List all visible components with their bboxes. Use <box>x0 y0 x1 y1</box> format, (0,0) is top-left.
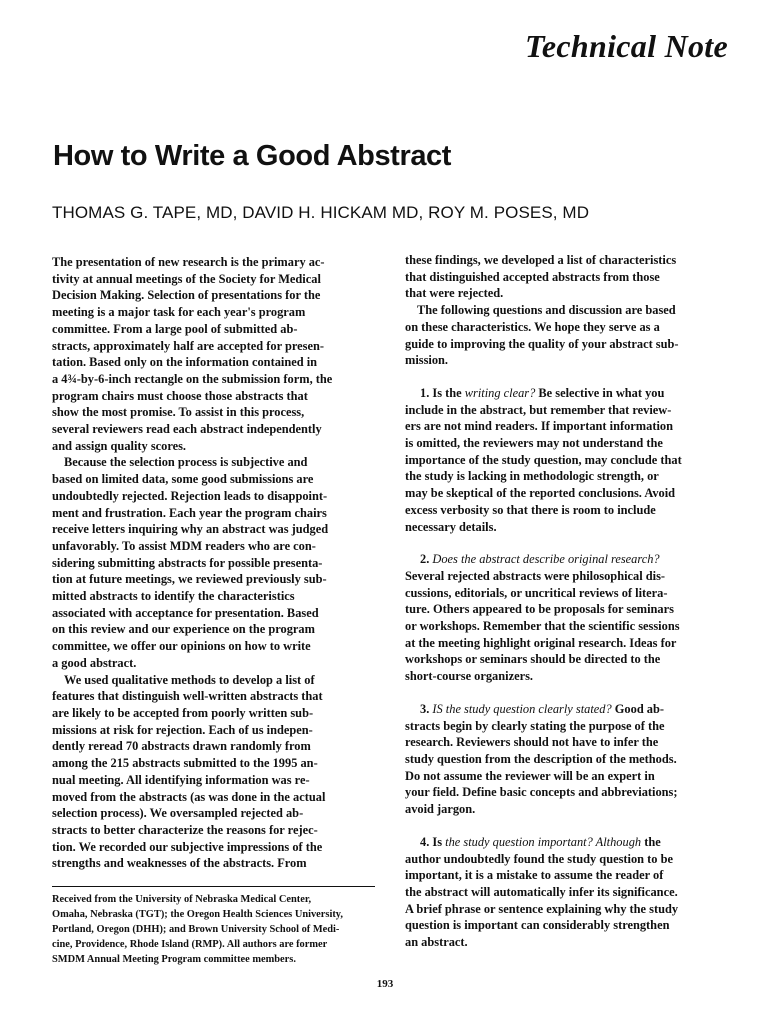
text-line: guide to improving the quality of your abstract sub- <box>405 336 679 351</box>
text-line: or workshops. Remember that the scientific sessions <box>405 619 680 634</box>
text-line: may be skeptical of the reported conclusions. Avoid <box>405 486 676 501</box>
question-body <box>405 851 731 951</box>
text-line: based on limited data, some good submissions are <box>52 472 314 487</box>
text-line: Do not assume the reviewer will be an expert in <box>405 768 655 783</box>
text-line: meeting is a major task for each year's program <box>52 305 306 320</box>
text-line: undoubtedly rejected. Rejection leads to disappoint- <box>52 488 328 503</box>
text-line: sidering submitting abstracts for possible presenta- <box>52 555 323 570</box>
paragraph <box>405 252 731 302</box>
text-line: short-course organizers. <box>405 669 534 684</box>
question-body <box>405 568 731 685</box>
text-line: tion at future meetings, we reviewed previously sub- <box>52 572 327 587</box>
text-line: research. Reviewers should not have to infer the <box>405 735 659 750</box>
text-line: mitted abstracts to identify the characteristics <box>52 589 295 604</box>
text-line: receive letters inquiring why an abstract was judged <box>52 522 329 537</box>
text-line: these findings, we developed a list of characteristics <box>405 253 677 267</box>
question-heading: IS the study question clearly stated? <box>432 701 612 716</box>
question-lead-text: Good ab- <box>611 701 665 716</box>
text-line: a good abstract. <box>52 655 137 670</box>
article-authors: THOMAS G. TAPE, MD, DAVID H. HICKAM MD, ROY M. POSES, MD <box>52 203 590 222</box>
question-heading: the study question important? Although <box>445 834 642 849</box>
text-line: ture. Others appeared to be proposals for seminars <box>405 602 674 617</box>
text-line: include in the abstract, but remember that review- <box>405 402 672 417</box>
text-line: selection process). We oversampled rejected ab- <box>52 806 304 821</box>
question-body <box>405 402 731 536</box>
text-line: dently reread 70 abstracts drawn randomly from <box>52 739 311 754</box>
text-line: show the most promise. To assist in this process, <box>52 405 305 420</box>
text-line: A brief phrase or sentence explaining why the study <box>405 901 679 916</box>
text-line: question is important can considerably strengthen <box>405 918 670 933</box>
text-line: author undoubtedly found the study question to be <box>405 851 673 866</box>
question-number: 2. <box>420 552 433 567</box>
paragraph <box>52 454 376 671</box>
paragraph <box>52 672 376 872</box>
text-line: important, it is a mistake to assume the reader of <box>405 868 664 883</box>
text-line: that were rejected. <box>405 286 504 301</box>
text-line: We used qualitative methods to develop a list of <box>64 672 315 687</box>
text-line: Received from the University of Nebraska Medical Center, <box>52 894 312 905</box>
question-lead <box>405 834 731 851</box>
question-number: 3. <box>420 701 433 716</box>
text-line: excess verbosity so that there is room to include <box>405 502 656 517</box>
paragraph <box>405 302 731 369</box>
question-body <box>405 718 731 818</box>
text-line: mission. <box>405 353 449 368</box>
text-line: are likely to be accepted from poorly written sub- <box>52 705 314 720</box>
text-line: avoid jargon. <box>405 802 476 817</box>
question-4 <box>405 834 731 951</box>
text-line: an abstract. <box>405 935 468 950</box>
question-number: 4. Is <box>420 834 446 849</box>
text-line: tivity at annual meetings of the Society for Medical <box>52 271 321 286</box>
text-line: ment and frustration. Each year the program chairs <box>52 505 327 520</box>
text-line: cussions, editorials, or uncritical reviews of litera- <box>405 585 668 600</box>
question-number: 1. Is the <box>420 385 465 400</box>
text-line: among the 215 abstracts submitted to the 1995 an- <box>52 756 318 771</box>
text-line: cine, Providence, Rhode Island (RMP). All authors are former <box>52 939 328 950</box>
question-1 <box>405 385 731 535</box>
text-line: Decision Making. Selection of presentations for the <box>52 288 321 303</box>
text-line: tation. Based only on the information contained in <box>52 355 318 370</box>
question-lead-text: Be selective in what you <box>535 385 665 400</box>
question-2 <box>405 551 731 685</box>
text-line: Portland, Oregon (DHH); and Brown University School of Medi- <box>52 924 340 935</box>
question-heading: Does the abstract describe original research? <box>432 552 660 567</box>
question-lead <box>405 385 731 402</box>
text-line: study question from the description of the methods. <box>405 751 677 766</box>
text-line: stracts to better characterize the reasons for rejec- <box>52 822 318 837</box>
text-line: stracts begin by clearly stating the purpose of the <box>405 718 665 733</box>
text-line: workshops or seminars should be directed to the <box>405 652 661 667</box>
text-line: SMDM Annual Meeting Program committee members. <box>52 954 296 965</box>
text-line: ers are not mind readers. If important information <box>405 419 673 434</box>
text-line: at the meeting highlight original research. Ideas for <box>405 635 677 650</box>
section-label: Technical Note <box>525 28 728 64</box>
text-line: importance of the study question, may conclude that <box>405 452 682 467</box>
text-line: Omaha, Nebraska (TGT); the Oregon Health Sciences University, <box>52 909 344 920</box>
text-line: a 4¾-by-6-inch rectangle on the submission form, the <box>52 371 333 386</box>
text-line: The presentation of new research is the primary ac- <box>52 255 325 269</box>
question-lead <box>405 701 731 718</box>
text-line: Because the selection process is subjective and <box>64 455 308 470</box>
text-line: on this review and our experience on the program <box>52 622 315 637</box>
text-line: necessary details. <box>405 519 497 534</box>
text-line: committee. From a large pool of submitted ab- <box>52 321 298 336</box>
text-line: the study is lacking in methodologic strength, or <box>405 469 659 484</box>
article-title: How to Write a Good Abstract <box>53 140 452 172</box>
text-line: associated with acceptance for presentation. Based <box>52 605 319 620</box>
text-line: several reviewers read each abstract independently <box>52 422 322 437</box>
text-line: your field. Define basic concepts and abbreviations; <box>405 785 678 800</box>
text-line: nual meeting. All identifying information was re- <box>52 772 310 787</box>
text-line: committee, we offer our opinions on how to write <box>52 639 311 654</box>
text-line: and assign quality scores. <box>52 438 187 453</box>
text-line: Several rejected abstracts were philosophical dis- <box>405 568 666 583</box>
text-line: stracts, approximately half are accepted for presen- <box>52 338 324 353</box>
question-heading: writing clear? <box>464 385 536 400</box>
text-line: on these characteristics. We hope they serve as a <box>405 319 660 334</box>
question-3 <box>405 701 731 818</box>
text-line: The following questions and discussion are based <box>417 303 676 318</box>
left-column <box>52 254 376 872</box>
question-lead-text: the <box>641 834 661 849</box>
text-line: is omitted, the reviewers may not understand the <box>405 436 663 451</box>
text-line: missions at risk for rejection. Each of us indepen- <box>52 722 313 737</box>
right-column <box>405 252 731 951</box>
text-line: the abstract will automatically infer its significance. <box>405 884 678 899</box>
page-number: 193 <box>376 978 394 990</box>
text-line: unfavorably. To assist MDM readers who are con- <box>52 538 316 553</box>
footnote-rule <box>52 886 375 887</box>
footnote <box>52 892 375 967</box>
text-line: program chairs must choose those abstracts that <box>52 388 308 403</box>
text-line: moved from the abstracts (as was done in the actual <box>52 789 326 804</box>
text-line: tion. We recorded our subjective impressions of the <box>52 839 323 854</box>
text-line: that distinguished accepted abstracts from those <box>405 269 660 284</box>
text-line: features that distinguish well-written abstracts that <box>52 689 323 704</box>
paragraph <box>52 254 376 454</box>
text-line: strengths and weaknesses of the abstracts. From <box>52 856 307 871</box>
question-lead <box>405 551 731 568</box>
